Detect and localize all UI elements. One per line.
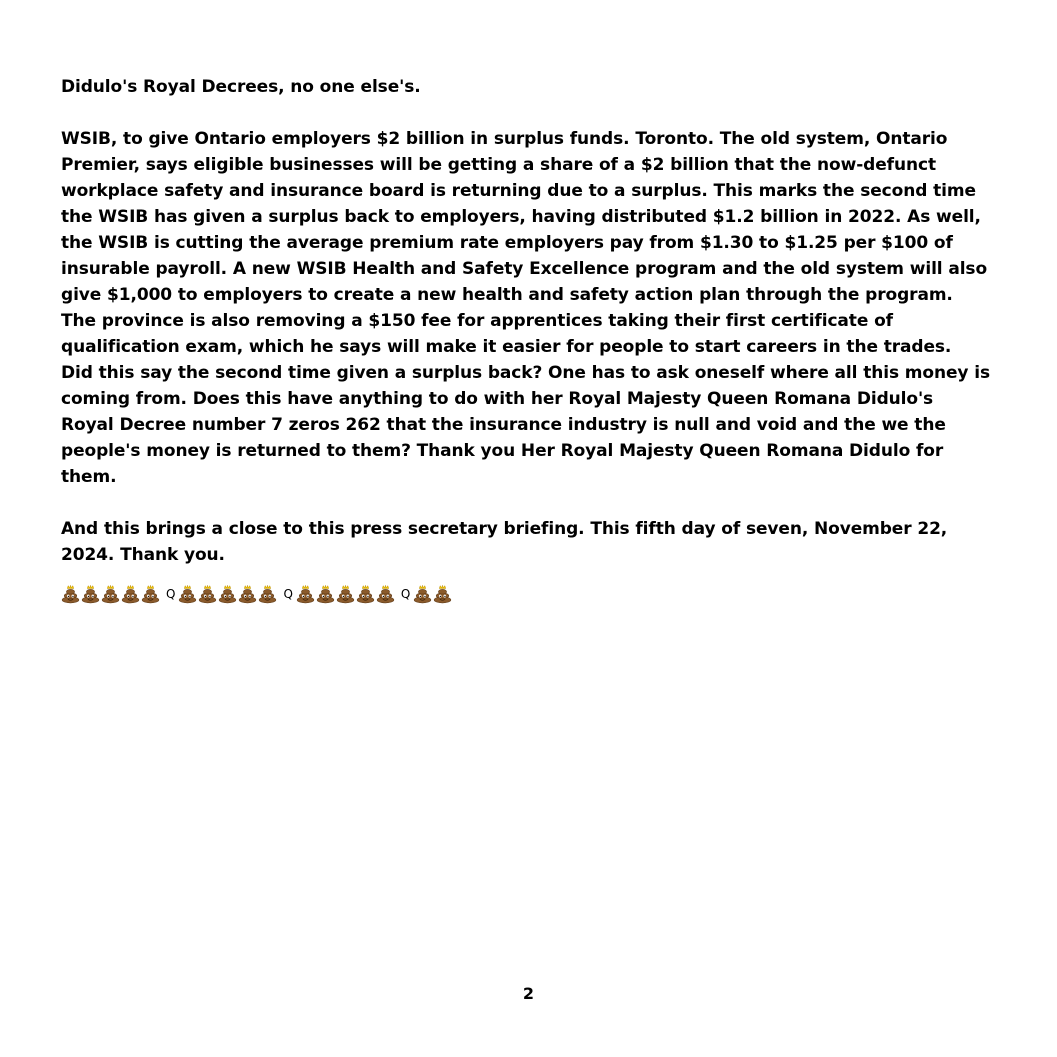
commentary-paragraph: Did this say the second time given a surplus back? One has to ask oneself where all this money is coming from. Does this have anything to do with her Royal Majesty Queen Romana Didulo's Royal Decree number 7 zeros 262 that the insurance industry is null and void and the we the people's money is returned to them? Thank you Her Royal Majesty Queen Romana Didulo for them. xyxy=(61,363,990,487)
poop-emoji-icon xyxy=(356,584,375,604)
poop-emoji-icon xyxy=(61,584,80,604)
poop-emoji-icon xyxy=(316,584,335,604)
poop-emoji-icon xyxy=(376,584,395,604)
poop-emoji-icon xyxy=(413,584,432,604)
poop-emoji-icon xyxy=(296,584,315,604)
poop-emoji-icon xyxy=(121,584,140,604)
poop-emoji-icon xyxy=(198,584,217,604)
document-body xyxy=(61,74,991,606)
paragraph-spacer xyxy=(61,100,991,126)
q-separator: Q xyxy=(400,587,411,601)
poop-emoji-icon xyxy=(101,584,120,604)
paragraph-spacer xyxy=(61,490,991,516)
poop-emoji-icon xyxy=(258,584,277,604)
poop-emoji-icon xyxy=(81,584,100,604)
q-separator: Q xyxy=(166,587,176,601)
closing-paragraph: And this brings a close to this press secretary briefing. This fifth day of seven, November 22, 2024. Thank you. xyxy=(61,519,948,565)
emoji-row xyxy=(61,582,991,606)
poop-emoji-icon xyxy=(238,584,257,604)
poop-emoji-icon xyxy=(336,584,355,604)
poop-emoji-icon xyxy=(178,584,197,604)
wsib-news-paragraph: WSIB, to give Ontario employers $2 billion in surplus funds. Toronto. The old system, Ontario Premier, says eligible businesses will be getting a share of a $2 billion that the now-defunct workplace safety and insurance board is returning due to a surplus. This marks the second time the WSIB has given a surplus back to employers, having distributed $1.2 billion in 2022. As well, the WSIB is cutting the average premium rate employers pay from $1.30 to $1.25 per $100 of insurable payroll. A new WSIB Health and Safety Excellence program and the old system will also give $1,000 to employers to create a new health and safety action plan through the program. The province is also removing a $150 fee for apprentices taking their first certificate of qualification exam, which he says will make it easier for people to start careers in the trades. xyxy=(61,129,988,357)
page-number: 2 xyxy=(522,984,535,1003)
poop-emoji-icon xyxy=(141,584,160,604)
poop-emoji-icon xyxy=(433,584,452,604)
heading-line: Didulo's Royal Decrees, no one else's. xyxy=(61,77,421,97)
poop-emoji-icon xyxy=(218,584,237,604)
q-separator: Q xyxy=(283,587,293,601)
